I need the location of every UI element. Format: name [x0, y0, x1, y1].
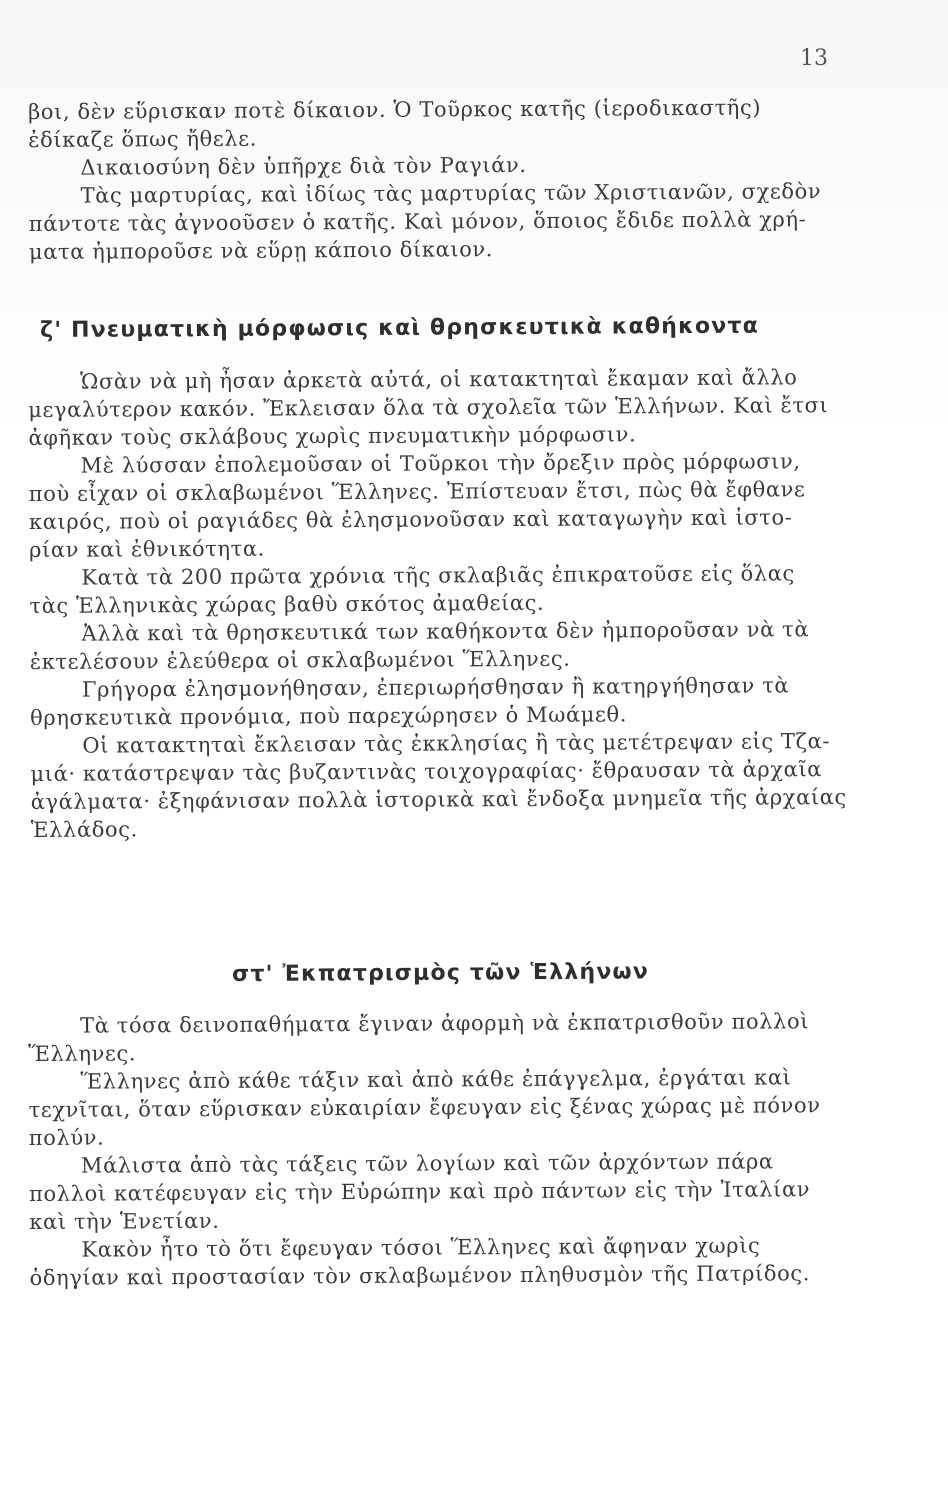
section-2-paragraphs — [28, 1007, 860, 1292]
text-line: μεγαλύτερον κακόν. Ἔκλεισαν ὅλα τὰ σχολεῖα τῶν Ἑλλήνων. Καὶ ἔτσι — [28, 393, 829, 422]
text-line: Κατὰ τὰ 200 πρῶτα χρόνια τῆς σκλαβιᾶς ἐπικρατοῦσε εἰς ὅλας — [81, 561, 795, 590]
text-line: Τὰς μαρτυρίας, καὶ ἰδίως τὰς μαρτυρίας τῶν Χριστιανῶν, σχεδὸν — [80, 179, 822, 208]
text-line: ἐκτελέσουν ἐλεύθερα οἱ σκλαβωμένοι Ἕλληνες. — [29, 646, 571, 674]
text-line: ὁδηγίαν καὶ προστασίαν τὸν σκλαβωμένον πληθυσμὸν τῆς Πατρίδος. — [29, 1261, 811, 1290]
section-heading-expatriation: στ' Ἐκπατρισμὸς τῶν Ἑλλήνων — [232, 959, 650, 987]
text-line: Κακὸν ἦτο τὸ ὅτι ἔφευγαν τόσοι Ἕλληνες καὶ ἄφηναν χωρὶς — [81, 1233, 761, 1262]
section-1-paragraphs — [28, 363, 861, 844]
text-line: Τὰ τόσα δεινοπαθήματα ἔγιναν ἀφορμὴ νὰ ἐκπατρισθοῦν πολλοὶ — [80, 1009, 810, 1038]
section-heading-spiritual-education: ζ' Πνευματικὴ μόρφωσις καὶ θρησκευτικὰ καθήκοντα — [40, 313, 760, 343]
text-line: ματα ἠμποροῦσε νὰ εὕρῃ κάποιο δίκαιον. — [28, 237, 494, 264]
text-line: θρησκευτικὰ προνόμια, ποὺ παρεχώρησεν ὁ Μωάμεθ. — [30, 702, 628, 730]
intro-paragraphs — [28, 93, 859, 266]
text-line: ποὺ εἶχαν οἱ σκλαβωμένοι Ἕλληνες. Ἐπίστευαν ἔτσι, πὼς θὰ ἔφθανε — [28, 477, 806, 506]
text-line: Ὡσὰν νὰ μὴ ἦσαν ἀρκετὰ αὐτά, οἱ κατακτηταὶ ἔκαμαν καὶ ἄλλο — [80, 365, 798, 394]
text-line: Ἑλλάδος. — [30, 817, 138, 842]
text-line: Ἕλληνες. — [28, 1041, 137, 1066]
text-line: μιά· κατάστρεψαν τὰς βυζαντινὰς τοιχογραφίας· ἔθραυσαν τὰ ἀρχαῖα — [30, 757, 823, 786]
text-line: Μάλιστα ἀπὸ τὰς τάξεις τῶν λογίων καὶ τῶν ἀρχόντων πάρα — [80, 1149, 774, 1178]
text-line: Δικαιοσύνη δὲν ὑπῆρχε διὰ τὸν Ραγιάν. — [80, 152, 527, 180]
text-line: καὶ τὴν Ἑνετίαν. — [29, 1208, 220, 1234]
text-line: πολλοὶ κατέφευγαν εἰς τὴν Εὐρώπην καὶ πρὸ πάντων εἰς τὴν Ἰταλίαν — [29, 1177, 811, 1206]
text-line: Οἱ κατακτηταὶ ἔκλεισαν τὰς ἐκκλησίας ἢ τὰς μετέτρεψαν εἰς Τζα- — [82, 729, 831, 758]
text-line: πάντοτε τὰς ἀγνοοῦσεν ὁ κατῆς. Καὶ μόνον, ὅποιος ἔδιδε πολλὰ χρή- — [28, 207, 807, 236]
text-line: βοι, δὲν εὕρισκαν ποτὲ δίκαιον. Ὁ Τοῦρκος κατῆς (ἱεροδικαστῆς) — [28, 95, 762, 124]
text-line: Γρήγορα ἐλησμονήθησαν, ἐπεριωρήσθησαν ἢ κατηργήθησαν τὰ — [81, 673, 790, 702]
page-number: 13 — [800, 46, 828, 71]
text-line: Μὲ λύσσαν ἐπολεμοῦσαν οἱ Τοῦρκοι τὴν ὄρεξιν πρὸς μόρφωσιν, — [80, 449, 801, 478]
text-line: τεχνῖται, ὅταν εὕρισκαν εὐκαιρίαν ἔφευγαν εἰς ξένας χώρας μὲ πόνον — [28, 1093, 821, 1122]
text-line: Ἕλληνες ἀπὸ κάθε τάξιν καὶ ἀπὸ κάθε ἐπάγγελμα, ἐργάται καὶ — [80, 1065, 792, 1094]
text-line: καιρός, ποὺ οἱ ραγιάδες θὰ ἐλησμονοῦσαν καὶ καταγωγὴν καὶ ἱστο- — [28, 505, 793, 534]
text-line: πολύν. — [28, 1125, 105, 1150]
text-line: Ἀλλὰ καὶ τὰ θρησκευτικά των καθήκοντα δὲν ἠμποροῦσαν νὰ τὰ — [81, 617, 810, 646]
text-line: ἐδίκαζε ὅπως ἤθελε. — [28, 126, 258, 152]
text-line: ἀφῆκαν τοὺς σκλάβους χωρὶς πνευματικὴν μόρφωσιν. — [28, 422, 637, 450]
text-line: ἀγάλματα· ἐξηφάνισαν πολλὰ ἱστορικὰ καὶ ἔνδοξα μνημεῖα τῆς ἀρχαίας — [30, 785, 847, 814]
text-line: ρίαν καὶ ἐθνικότητα. — [29, 536, 265, 562]
text-line: τὰς Ἑλληνικὰς χώρας βαθὺ σκότος ἀμαθείας. — [29, 590, 545, 618]
